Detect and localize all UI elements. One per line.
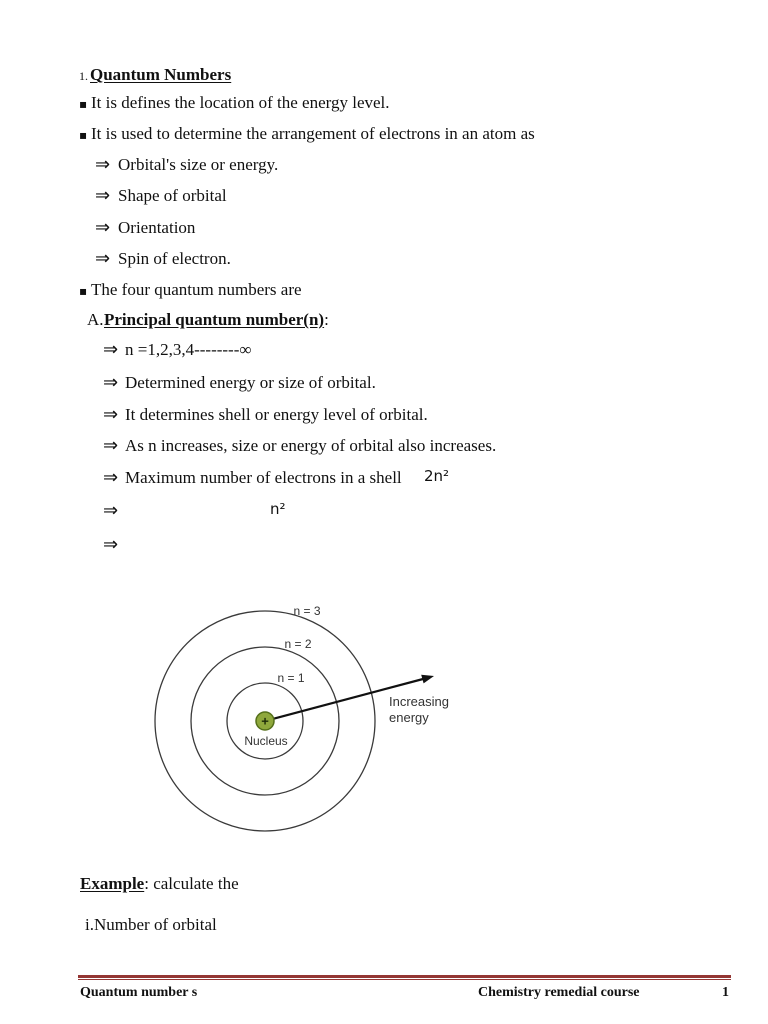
bullet-text: It is used to determine the arrangement of electrons in an atom as (91, 124, 535, 143)
implies-arrow-icon: ⇒ (103, 372, 119, 393)
principal-text: Maximum number of electrons in a shell (125, 468, 402, 487)
energy-level-diagram (140, 595, 470, 845)
principal-item (103, 372, 376, 394)
bullet-icon: ▪ (79, 284, 88, 298)
subsection-heading (87, 309, 329, 331)
implies-arrow-icon: ⇒ (103, 339, 119, 360)
principal-item (103, 467, 402, 489)
nucleus-label: Nucleus (244, 734, 288, 748)
formula-n-squared: n² (270, 500, 286, 518)
implies-arrow-icon: ⇒ (95, 217, 111, 238)
bullet-text: It is defines the location of the energy level. (91, 93, 390, 112)
example-label: Example (80, 874, 145, 893)
arrangement-text: Orientation (118, 218, 196, 237)
section-heading (79, 64, 231, 86)
arrow-label-increasing: Increasing (389, 694, 449, 709)
orbit-label-n3: n = 3 (293, 604, 321, 618)
energy-arrow-head (421, 675, 434, 684)
arrangement-text: Spin of electron. (118, 249, 231, 268)
section-title: Quantum Numbers (90, 65, 232, 84)
implies-arrow-icon: ⇒ (103, 534, 119, 555)
implies-arrow-icon: ⇒ (103, 435, 119, 456)
arrow-label-energy: energy (389, 710, 429, 725)
formula-max-electrons: 2n² (424, 467, 450, 485)
bullet-icon: ▪ (79, 97, 88, 111)
arrangement-item (95, 185, 227, 207)
footer-rule (78, 975, 731, 980)
principal-item (103, 339, 252, 361)
subsection-title: Principal quantum number(n) (104, 310, 325, 329)
nucleus-plus-sign: + (261, 713, 269, 729)
bullet-icon: ▪ (79, 128, 88, 142)
arrangement-item (95, 248, 231, 270)
example-item-text: Number of orbital (94, 915, 217, 934)
orbit-label-n2: n = 2 (284, 637, 312, 651)
implies-arrow-icon: ⇒ (95, 154, 111, 175)
principal-item (103, 534, 125, 556)
section-number: 1. (79, 69, 88, 83)
principal-item (103, 404, 428, 426)
principal-text: Determined energy or size of orbital. (125, 373, 376, 392)
example-item-number: i. (85, 915, 94, 934)
bullet-item (79, 123, 535, 145)
principal-text: n =1,2,3,4--------∞ (125, 340, 252, 359)
implies-arrow-icon: ⇒ (103, 467, 119, 488)
orbit-label-n1: n = 1 (277, 671, 305, 685)
principal-item (103, 435, 496, 457)
implies-arrow-icon: ⇒ (103, 500, 119, 521)
implies-arrow-icon: ⇒ (103, 404, 119, 425)
arrangement-item (95, 154, 278, 176)
footer-left-title: Quantum number s (80, 985, 198, 1000)
arrangement-item (95, 217, 195, 239)
implies-arrow-icon: ⇒ (95, 248, 111, 269)
implies-arrow-icon: ⇒ (95, 185, 111, 206)
page-number: 1 (722, 985, 729, 1000)
bullet-text: The four quantum numbers are (91, 280, 302, 299)
arrangement-text: Orbital's size or energy. (118, 155, 279, 174)
bullet-item (79, 92, 390, 114)
principal-item (103, 500, 125, 522)
example-text: : calculate the (144, 874, 239, 893)
subsection-title-suffix: : (324, 310, 329, 329)
subsection-letter: A. (87, 310, 104, 329)
example-line (80, 873, 239, 895)
principal-text: It determines shell or energy level of orbital. (125, 405, 428, 424)
example-item (85, 914, 217, 936)
footer-course-title: Chemistry remedial course (478, 985, 640, 1000)
arrangement-text: Shape of orbital (118, 186, 227, 205)
bullet-item (79, 279, 302, 301)
principal-text: As n increases, size or energy of orbital also increases. (125, 436, 497, 455)
